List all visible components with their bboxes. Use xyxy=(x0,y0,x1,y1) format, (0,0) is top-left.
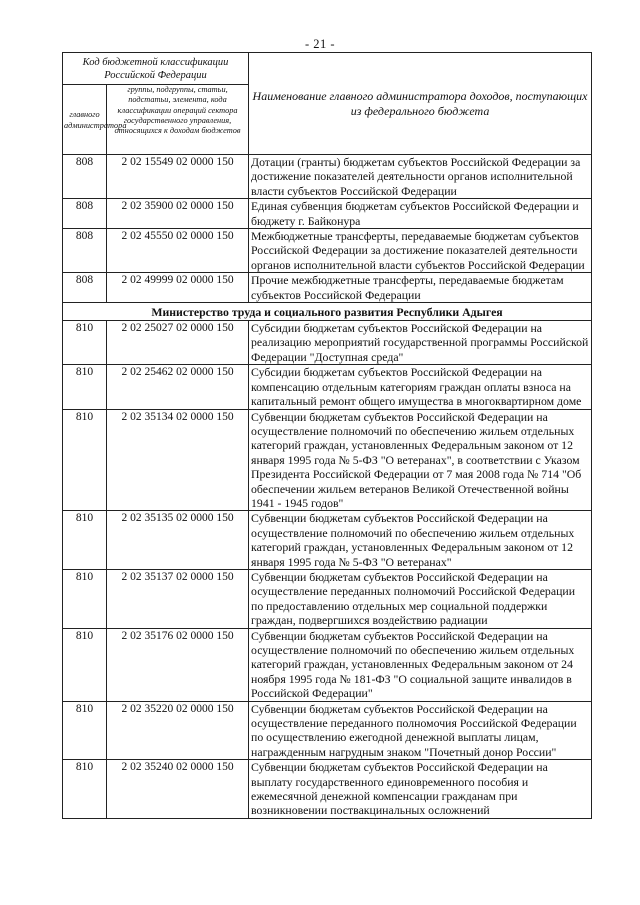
budget-classification-table xyxy=(62,52,592,819)
revenue-name-cell: Субвенции бюджетам субъектов Российской Федерации на выплату государственного единовременного пособия и ежемесячной денежной компенсации гражданам при возникновении поствакцинальных осложнений xyxy=(249,760,592,819)
admin-code-cell: 810 xyxy=(63,760,107,819)
table-row xyxy=(63,701,592,760)
revenue-name-cell: Субсидии бюджетам субъектов Российской Федерации на реализацию мероприятий государственной программы Российской Федерации "Доступная среда" xyxy=(249,321,592,365)
admin-code-cell: 808 xyxy=(63,229,107,273)
section-row-group xyxy=(63,303,592,321)
classification-code-cell: 2 02 35137 02 0000 150 xyxy=(107,569,249,628)
classification-code-cell: 2 02 35220 02 0000 150 xyxy=(107,701,249,760)
revenue-name-cell: Субвенции бюджетам субъектов Российской Федерации на осуществление полномочий по обеспечению жильем отдельных категорий граждан, установленных Федеральным законом от 24 ноября 1995 года № 181-ФЗ "О социальной защите инвалидов в Российской Федерации" xyxy=(249,628,592,701)
admin-code-cell: 808 xyxy=(63,273,107,303)
page-number: - 21 - xyxy=(304,37,336,51)
groups-column-header: группы, подгруппы, статьи, подстатьи, элемента, кода классификации операций сектора государственного управления, относящихся к доходам бюджетов xyxy=(107,85,249,155)
table-row xyxy=(63,365,592,409)
revenue-name-cell: Субвенции бюджетам субъектов Российской Федерации на осуществление переданных полномочий Российской Федерации по предоставлению отдельных мер социальной поддержки граждан, подвергшихся воздействию радиации xyxy=(249,569,592,628)
table-row xyxy=(63,321,592,365)
revenue-name-cell: Субвенции бюджетам субъектов Российской Федерации на осуществление полномочий по обеспечению жильем отдельных категорий граждан, установленных Федеральным законом от 12 января 1995 года № 5-ФЗ "О ветеранах" xyxy=(249,511,592,570)
classification-code-cell: 2 02 45550 02 0000 150 xyxy=(107,229,249,273)
table-row xyxy=(63,273,592,303)
table-row xyxy=(63,511,592,570)
table-row xyxy=(63,760,592,819)
table-header xyxy=(63,53,592,155)
classification-code-cell: 2 02 35240 02 0000 150 xyxy=(107,760,249,819)
admin-code-cell: 810 xyxy=(63,628,107,701)
classification-code-cell: 2 02 35176 02 0000 150 xyxy=(107,628,249,701)
admin-code-cell: 810 xyxy=(63,569,107,628)
classification-code-cell: 2 02 35135 02 0000 150 xyxy=(107,511,249,570)
admin-code-cell: 810 xyxy=(63,511,107,570)
classification-code-cell: 2 02 35900 02 0000 150 xyxy=(107,199,249,229)
revenue-name-cell: Субсидии бюджетам субъектов Российской Федерации на компенсацию отдельным категориям граждан оплаты взноса на капитальный ремонт общего имущества в многоквартирном доме xyxy=(249,365,592,409)
admin-code-cell: 808 xyxy=(63,199,107,229)
admin-code-cell: 810 xyxy=(63,321,107,365)
revenue-name-cell: Единая субвенция бюджетам субъектов Российской Федерации и бюджету г. Байконура xyxy=(249,199,592,229)
classification-code-cell: 2 02 25462 02 0000 150 xyxy=(107,365,249,409)
classification-code-cell: 2 02 35134 02 0000 150 xyxy=(107,409,249,511)
classification-code-cell: 2 02 25027 02 0000 150 xyxy=(107,321,249,365)
rows-ministry-finance xyxy=(63,155,592,303)
admin-code-cell: 810 xyxy=(63,409,107,511)
table-row xyxy=(63,229,592,273)
revenue-name-cell: Субвенции бюджетам субъектов Российской Федерации на осуществление полномочий по обеспечению жильем отдельных категорий граждан, установленных Федеральным законом от 12 января 1995 года № 5-ФЗ "О ветеранах", в соответствии с Указом Президента Российской Федерации от 7 мая 2008 года № 714 "Об обеспечении жильем ветеранов Великой Отечественной войны 1941 - 1945 годов" xyxy=(249,409,592,511)
code-group-header: Код бюджетной классификации Российской Федерации xyxy=(63,53,249,85)
admin-code-cell: 810 xyxy=(63,701,107,760)
admin-code-cell: 810 xyxy=(63,365,107,409)
section-title: Министерство труда и социального развития Республики Адыгея xyxy=(63,303,592,321)
table-row xyxy=(63,569,592,628)
rows-ministry-labor xyxy=(63,321,592,819)
table-row xyxy=(63,628,592,701)
revenue-name-cell: Прочие межбюджетные трансферты, передаваемые бюджетам субъектов Российской Федерации xyxy=(249,273,592,303)
admin-column-header: главного администратора xyxy=(63,85,107,155)
section-row xyxy=(63,303,592,321)
table-row xyxy=(63,199,592,229)
name-column-header: Наименование главного администратора доходов, поступающих из федерального бюджета xyxy=(249,53,592,155)
revenue-name-cell: Межбюджетные трансферты, передаваемые бюджетам субъектов Российской Федерации за достижение показателей деятельности органов исполнительной власти субъектов Российской Федерации xyxy=(249,229,592,273)
classification-code-cell: 2 02 15549 02 0000 150 xyxy=(107,155,249,199)
table-row xyxy=(63,409,592,511)
classification-code-cell: 2 02 49999 02 0000 150 xyxy=(107,273,249,303)
table-row xyxy=(63,155,592,199)
admin-code-cell: 808 xyxy=(63,155,107,199)
revenue-name-cell: Дотации (гранты) бюджетам субъектов Российской Федерации за достижение показателей деятельности органов исполнительной власти субъектов Российской Федерации xyxy=(249,155,592,199)
revenue-name-cell: Субвенции бюджетам субъектов Российской Федерации на осуществление переданного полномочия Российской Федерации по осуществлению ежегодной денежной выплаты лицам, награжденным нагрудным знаком "Почетный донор России" xyxy=(249,701,592,760)
